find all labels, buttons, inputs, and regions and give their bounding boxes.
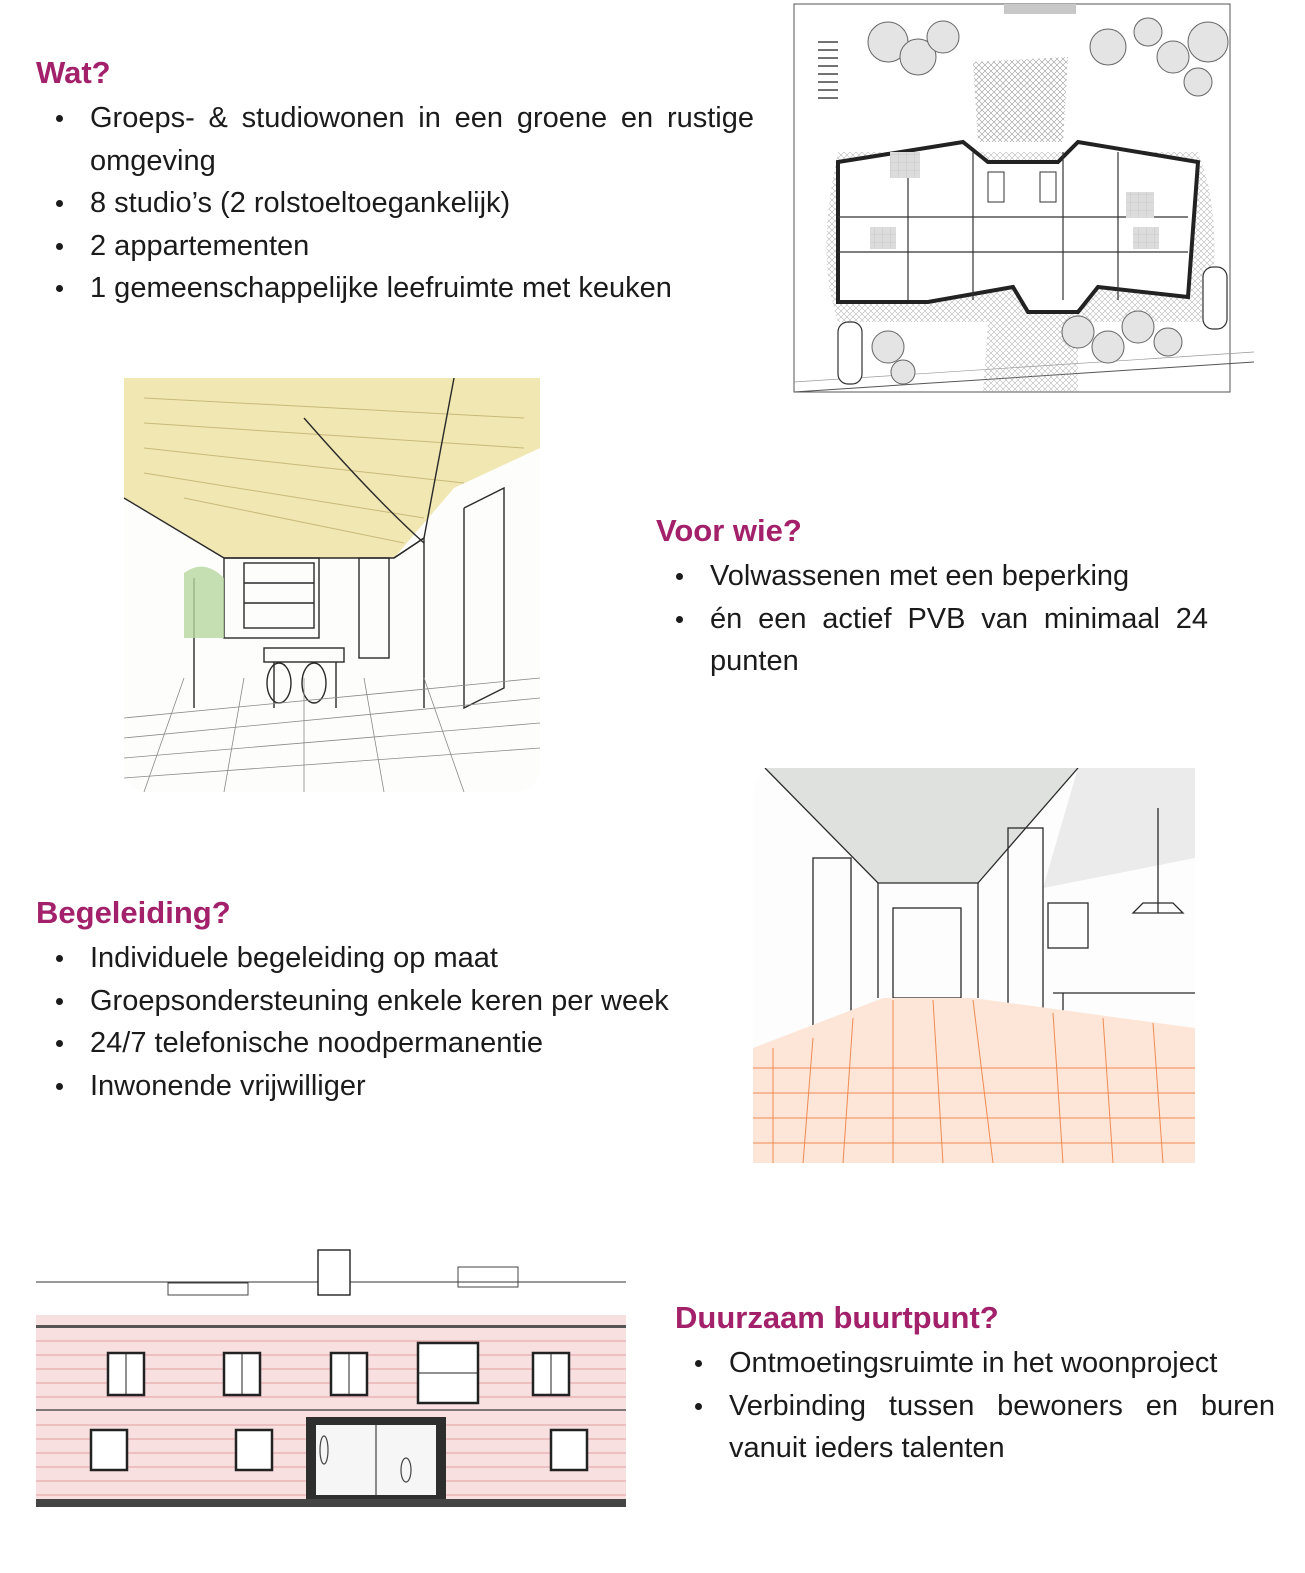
list-item: Ontmoetingsruimte in het woonproject [675,1342,1275,1385]
section-begeleiding [36,895,736,1107]
section-voor-wie [656,513,1208,683]
list-item: Verbinding tussen bewoners en buren vanuit ieders talenten [675,1385,1275,1470]
facade-elevation-sketch [36,1245,626,1510]
list-voor-wie [656,555,1208,683]
heading-buurtpunt: Duurzaam buurtpunt? [675,1300,999,1335]
list-item: Groepsondersteuning enkele keren per week [36,980,736,1023]
list-begeleiding [36,937,736,1107]
list-item: Groeps- & studiowonen in een groene en rustige omgeving [36,97,754,182]
list-item: Individuele begeleiding op maat [36,937,736,980]
floor-plan-sketch [778,2,1258,398]
list-item: 24/7 telefonische noodpermanentie [36,1022,736,1065]
list-item: 1 gemeenschappelijke leefruimte met keuken [36,267,754,310]
list-wat [36,97,754,310]
section-wat [36,55,754,310]
list-buurtpunt [675,1342,1275,1470]
heading-voor-wie: Voor wie? [656,513,802,548]
heading-begeleiding: Begeleiding? [36,895,231,930]
section-buurtpunt [675,1300,1275,1470]
list-item: 2 appartementen [36,225,754,268]
list-item: én een actief PVB van minimaal 24 punten [656,598,1208,683]
list-item: Inwonende vrijwilliger [36,1065,736,1108]
list-item: Volwassenen met een beperking [656,555,1208,598]
heading-wat: Wat? [36,55,111,90]
living-room-sketch [124,378,540,792]
list-item: 8 studio’s (2 rolstoeltoegankelijk) [36,182,754,225]
corridor-sketch [753,768,1195,1163]
